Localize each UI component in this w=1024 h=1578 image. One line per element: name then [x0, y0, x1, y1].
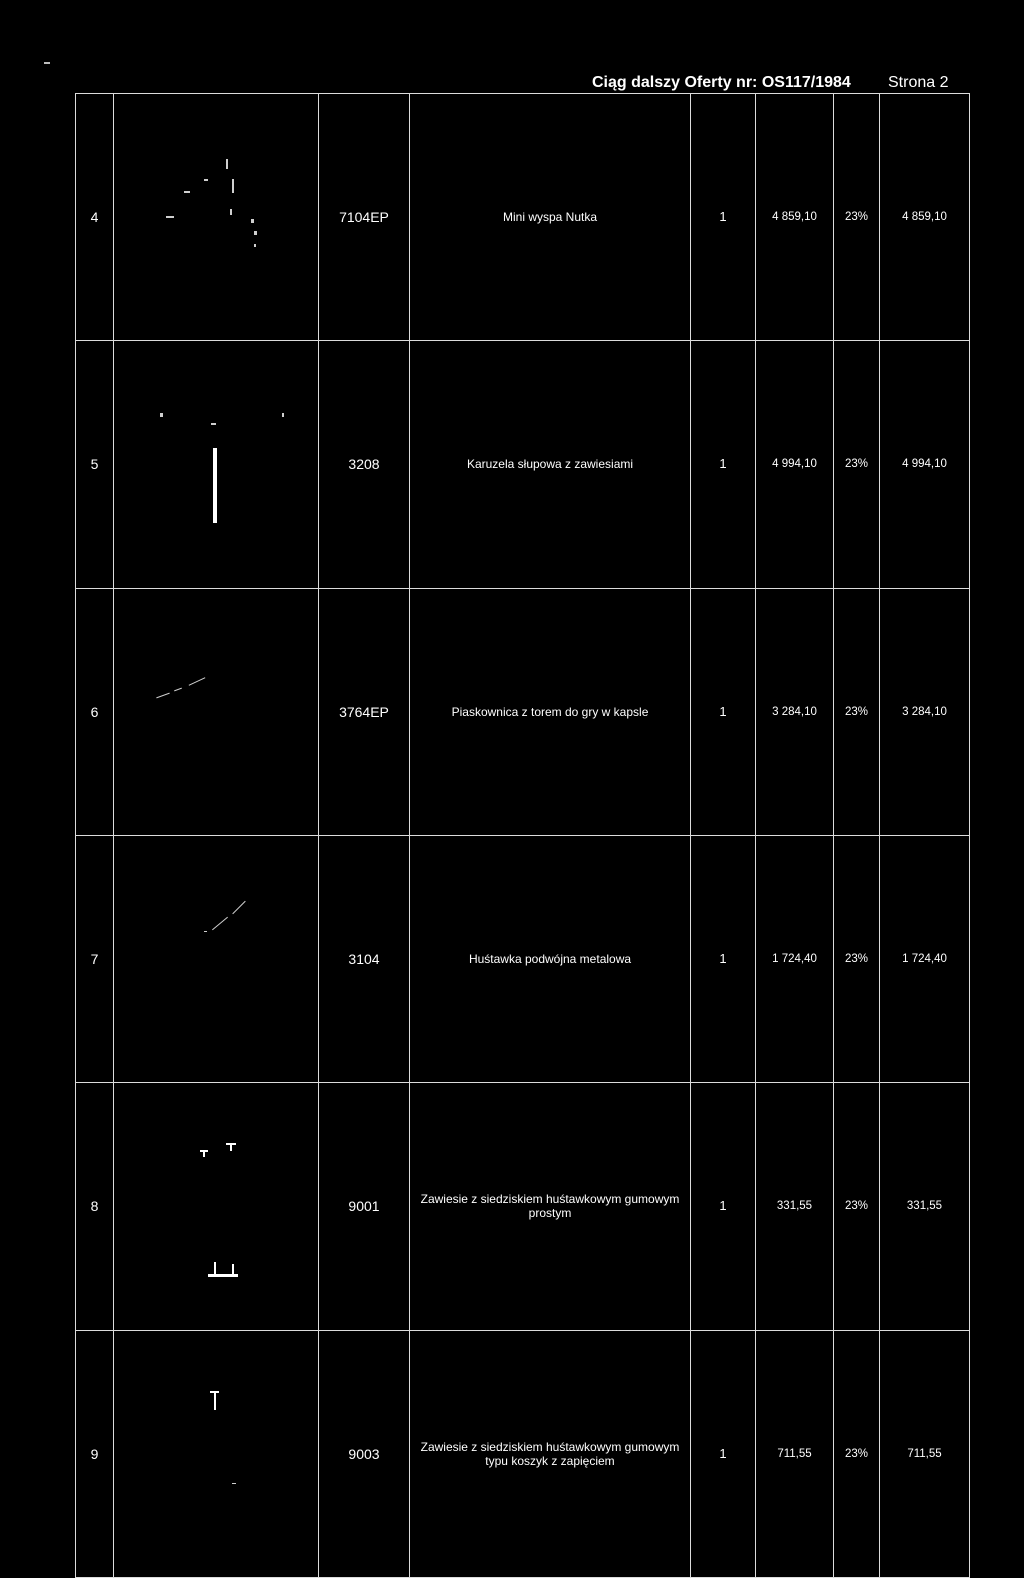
vat-rate: 23%	[834, 835, 880, 1082]
product-name: Mini wyspa Nutka	[410, 94, 691, 341]
page-number: Strona 2	[888, 74, 949, 91]
product-photo	[114, 341, 319, 588]
total-price: 711,55	[880, 1330, 970, 1577]
total-price: 1 724,40	[880, 835, 970, 1082]
row-number: 8	[76, 1083, 114, 1330]
product-image-zawiesie-koszyk	[114, 1355, 318, 1552]
quantity: 1	[691, 1330, 756, 1577]
product-image-piaskownica	[114, 613, 318, 810]
total-price: 3 284,10	[880, 588, 970, 835]
product-code: 9003	[319, 1330, 410, 1577]
total-price: 331,55	[880, 1083, 970, 1330]
unit-price: 331,55	[756, 1083, 834, 1330]
product-code: 9001	[319, 1083, 410, 1330]
product-image-zawiesie-proste	[114, 1108, 318, 1305]
product-image-karuzela	[114, 366, 318, 563]
product-photo	[114, 588, 319, 835]
vat-rate: 23%	[834, 588, 880, 835]
unit-price: 1 724,40	[756, 835, 834, 1082]
table-row	[76, 1330, 970, 1577]
table-row	[76, 1083, 970, 1330]
vat-rate: 23%	[834, 1083, 880, 1330]
product-code: 3208	[319, 341, 410, 588]
row-number: 6	[76, 588, 114, 835]
product-name: Zawiesie z siedziskiem huśtawkowym gumowym prostym	[410, 1083, 691, 1330]
vat-rate: 23%	[834, 94, 880, 341]
product-image-hustawka	[114, 861, 318, 1058]
table-row	[76, 835, 970, 1082]
total-price: 4 994,10	[880, 341, 970, 588]
unit-price: 711,55	[756, 1330, 834, 1577]
quantity: 1	[691, 835, 756, 1082]
product-name: Huśtawka podwójna metalowa	[410, 835, 691, 1082]
quantity: 1	[691, 588, 756, 835]
vat-rate: 23%	[834, 341, 880, 588]
product-code: 3764EP	[319, 588, 410, 835]
product-photo	[114, 94, 319, 341]
product-photo	[114, 1083, 319, 1330]
quantity: 1	[691, 1083, 756, 1330]
total-price: 4 859,10	[880, 94, 970, 341]
offer-table	[75, 93, 970, 1578]
unit-price: 3 284,10	[756, 588, 834, 835]
scan-mark	[44, 62, 50, 64]
row-number: 4	[76, 94, 114, 341]
table-row	[76, 341, 970, 588]
unit-price: 4 859,10	[756, 94, 834, 341]
product-code: 7104EP	[319, 94, 410, 341]
vat-rate: 23%	[834, 1330, 880, 1577]
quantity: 1	[691, 94, 756, 341]
product-photo	[114, 1330, 319, 1577]
page-title: Ciąg dalszy Oferty nr: OS117/1984	[592, 74, 851, 91]
product-photo	[114, 835, 319, 1082]
row-number: 9	[76, 1330, 114, 1577]
quantity: 1	[691, 341, 756, 588]
product-name: Piaskownica z torem do gry w kapsle	[410, 588, 691, 835]
product-code: 3104	[319, 835, 410, 1082]
product-name: Zawiesie z siedziskiem huśtawkowym gumowym typu koszyk z zapięciem	[410, 1330, 691, 1577]
product-name: Karuzela słupowa z zawiesiami	[410, 341, 691, 588]
table-row	[76, 94, 970, 341]
table-row	[76, 588, 970, 835]
unit-price: 4 994,10	[756, 341, 834, 588]
product-image-mini-wyspa	[114, 119, 318, 316]
row-number: 5	[76, 341, 114, 588]
row-number: 7	[76, 835, 114, 1082]
